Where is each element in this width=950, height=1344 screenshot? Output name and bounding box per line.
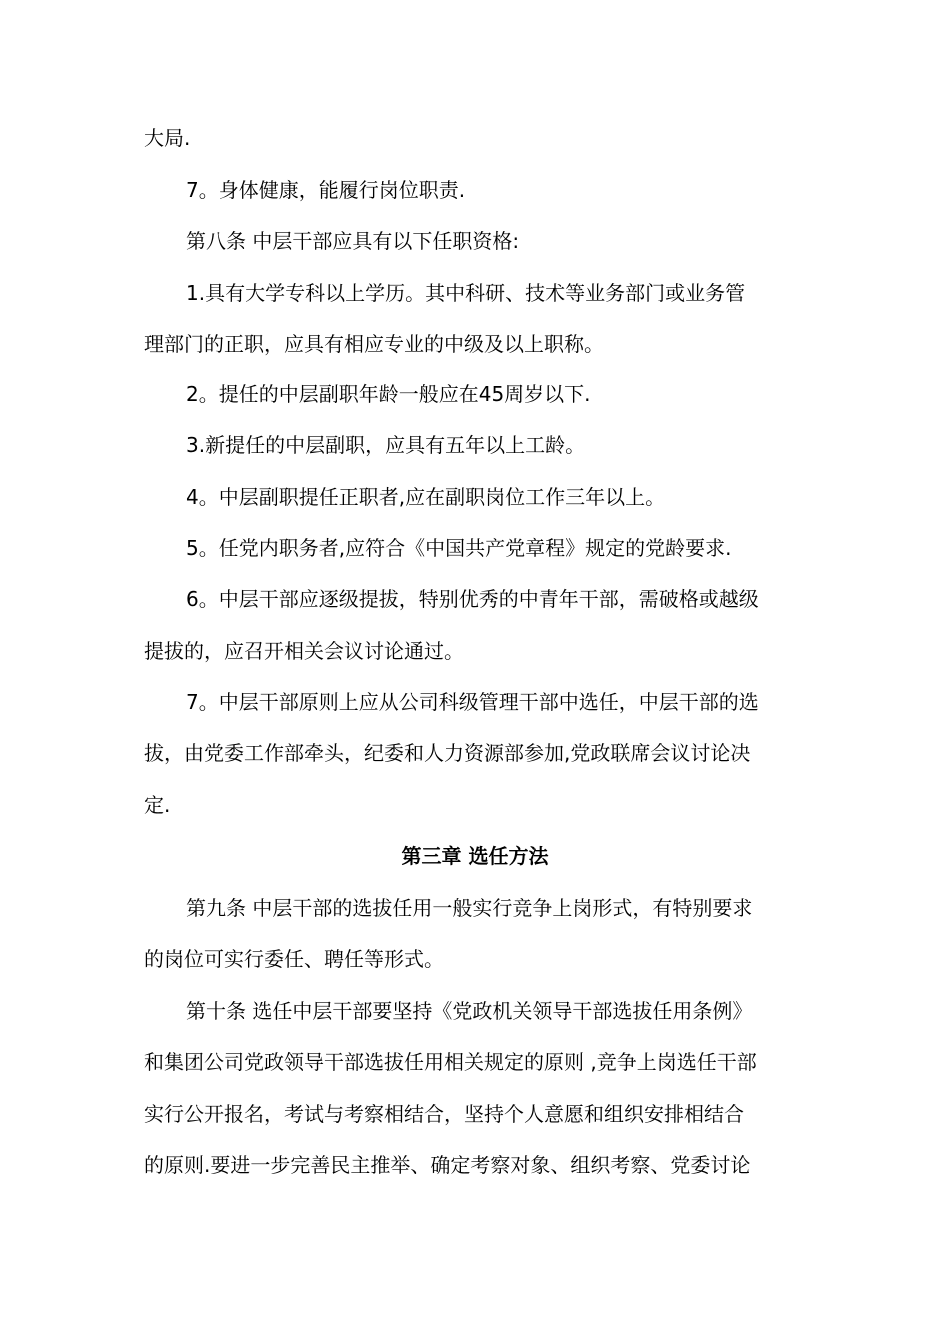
text-line: 1.具有大学专科以上学历。其中科研、技术等业务部门或业务管 [186,281,746,305]
chapter-heading: 第三章 选任方法 [401,844,549,868]
text-line: 提拔的，应召开相关会议讨论通过。 [144,639,464,663]
text-line: 第九条 中层干部的选拔任用一般实行竞争上岗形式，有特别要求 [186,896,753,920]
text-line: 的原则.要进一步完善民主推举、确定考察对象、组织考察、党委讨论 [144,1153,751,1177]
article-8-heading: 第八条 中层干部应具有以下任职资格: [186,229,520,253]
text-line: 的岗位可实行委任、聘任等形式。 [144,947,444,971]
text-line: 3.新提任的中层副职，应具有五年以上工龄。 [186,433,586,457]
text-line: 大局. [144,126,191,150]
text-line: 实行公开报名，考试与考察相结合，坚持个人意愿和组织安排相结合 [144,1102,744,1126]
text-line: 6。中层干部应逐级提拔，特别优秀的中青年干部，需破格或越级 [186,587,759,611]
text-line: 4。中层副职提任正职者,应在副职岗位工作三年以上。 [186,485,666,509]
text-line: 7。中层干部原则上应从公司科级管理干部中选任，中层干部的选 [186,690,759,714]
text-line: 理部门的正职，应具有相应专业的中级及以上职称。 [144,332,604,356]
text-line: 定. [144,793,171,817]
text-line: 和集团公司党政领导干部选拔任用相关规定的原则 ,竞争上岗选任干部 [144,1050,757,1074]
text-line: 5。任党内职务者,应符合《中国共产党章程》规定的党龄要求. [186,536,732,560]
text-line: 拔，由党委工作部牵头，纪委和人力资源部参加,党政联席会议讨论决 [144,741,751,765]
text-line: 2。提任的中层副职年龄一般应在45周岁以下. [186,382,591,406]
text-line: 7。身体健康，能履行岗位职责. [186,178,466,202]
text-line: 第十条 选任中层干部要坚持《党政机关领导干部选拔任用条例》 [186,999,753,1023]
